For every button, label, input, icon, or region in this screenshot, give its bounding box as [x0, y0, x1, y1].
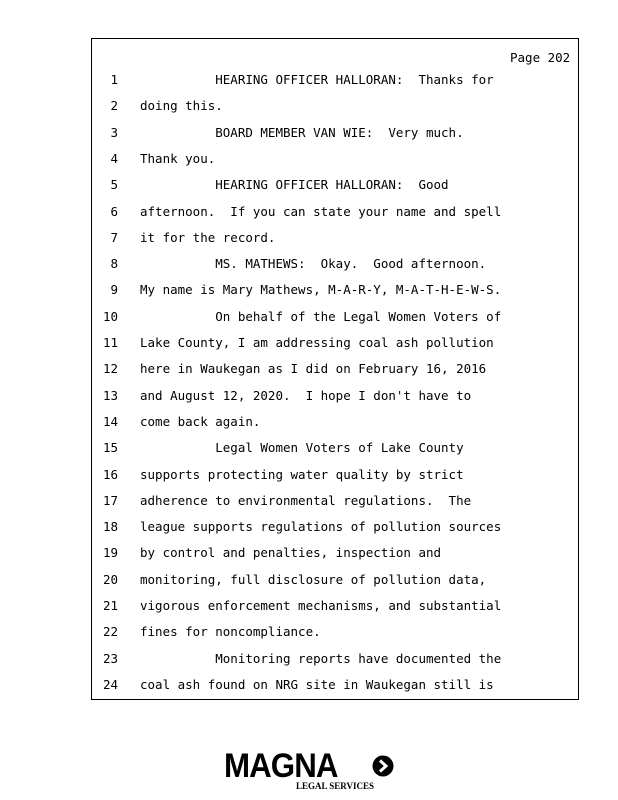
line-text: it for the record. [140, 229, 276, 245]
transcript-line [0, 571, 618, 589]
line-text: come back again. [140, 413, 261, 429]
line-text: My name is Mary Mathews, M-A-R-Y, M-A-T-H-E-W-S. [140, 282, 502, 298]
line-number: 10 [102, 308, 118, 324]
line-text: Monitoring reports have documented the [140, 650, 502, 666]
transcript-line [0, 97, 618, 115]
line-text: On behalf of the Legal Women Voters of [140, 308, 502, 324]
line-text: doing this. [140, 98, 223, 114]
line-number: 4 [110, 150, 118, 166]
line-number: 8 [110, 256, 118, 272]
line-number: 3 [110, 124, 118, 140]
line-text: here in Waukegan as I did on February 16, 2016 [140, 361, 487, 377]
transcript-line [0, 439, 618, 457]
transcript-line [0, 387, 618, 405]
line-number: 18 [102, 519, 118, 535]
line-number: 22 [102, 624, 118, 640]
line-number: 14 [102, 413, 118, 429]
line-text: monitoring, full disclosure of pollution data, [140, 571, 487, 587]
line-number: 13 [102, 387, 118, 403]
line-number: 17 [102, 492, 118, 508]
transcript-line [0, 203, 618, 221]
line-text: BOARD MEMBER VAN WIE: Very much. [140, 124, 464, 140]
transcript-line [0, 281, 618, 299]
line-number: 23 [102, 650, 118, 666]
line-text: league supports regulations of pollution sources [140, 519, 502, 535]
transcript-line [0, 623, 618, 641]
line-number: 20 [102, 571, 118, 587]
arrow-circle-icon [372, 755, 394, 777]
transcript-line [0, 492, 618, 510]
line-number: 12 [102, 361, 118, 377]
line-text: coal ash found on NRG site in Waukegan still is [140, 676, 494, 692]
transcript-line [0, 176, 618, 194]
line-number: 19 [102, 545, 118, 561]
line-number: 15 [102, 440, 118, 456]
line-text: fines for noncompliance. [140, 624, 321, 640]
line-number: 7 [110, 229, 118, 245]
line-number: 21 [102, 598, 118, 613]
magna-logo [224, 748, 396, 792]
line-number: 5 [110, 177, 118, 193]
transcript-line [0, 676, 618, 694]
transcript-line [0, 334, 618, 352]
line-text: Thank you. [140, 150, 216, 166]
logo-subtitle: LEGAL SERVICES [296, 781, 374, 791]
line-text: supports protecting water quality by strict [140, 466, 464, 482]
line-number: 1 [110, 72, 118, 87]
transcript-line [0, 597, 618, 615]
transcript-line [0, 466, 618, 484]
transcript-line [0, 360, 618, 378]
line-text: vigorous enforcement mechanisms, and substantial [140, 598, 502, 613]
line-text: by control and penalties, inspection and [140, 545, 442, 561]
logo-wordmark: MAGNA [224, 747, 338, 785]
page-number: Page 202 [510, 50, 571, 65]
transcript-line [0, 308, 618, 326]
line-text: afternoon. If you can state your name and spell [140, 203, 502, 219]
line-text: Legal Women Voters of Lake County [140, 440, 464, 456]
transcript-line [0, 413, 618, 431]
line-text: HEARING OFFICER HALLORAN: Thanks for [140, 72, 494, 87]
transcript-line [0, 150, 618, 168]
line-text: MS. MATHEWS: Okay. Good afternoon. [140, 256, 487, 272]
transcript-line [0, 71, 618, 89]
line-number: 24 [102, 676, 118, 692]
transcript-line [0, 124, 618, 142]
line-number: 9 [110, 282, 118, 298]
line-number: 6 [110, 203, 118, 219]
line-text: HEARING OFFICER HALLORAN: Good [140, 177, 449, 193]
line-text: Lake County, I am addressing coal ash pollution [140, 335, 494, 350]
line-number: 11 [102, 335, 118, 350]
line-text: adherence to environmental regulations. The [140, 492, 472, 508]
transcript-line [0, 229, 618, 247]
transcript-line [0, 650, 618, 668]
line-number: 16 [102, 466, 118, 482]
line-text: and August 12, 2020. I hope I don't have to [140, 387, 472, 403]
transcript-line [0, 518, 618, 536]
transcript-line [0, 544, 618, 562]
line-number: 2 [110, 98, 118, 114]
transcript-line [0, 255, 618, 273]
